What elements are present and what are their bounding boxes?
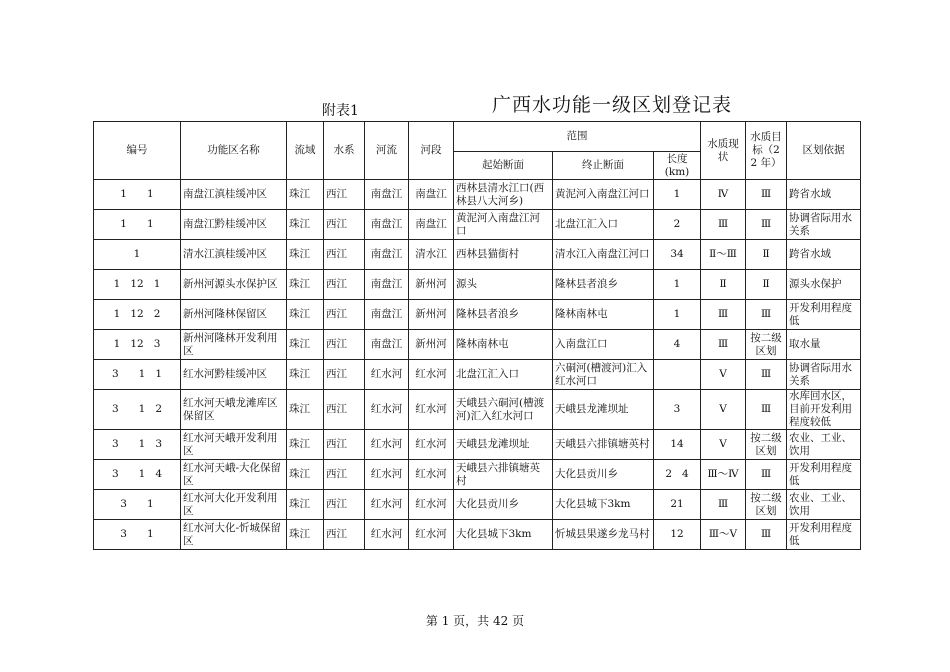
cell-section: 红水河 [409,520,454,550]
cell-system: 西江 [324,360,365,390]
cell-section: 南盘江 [409,210,454,240]
cell-system: 西江 [324,270,365,300]
cell-basis: 跨省水域 [787,180,861,210]
cell-end: 大化县城下3km [553,490,654,520]
cell-start: 隆林南林屯 [454,330,553,360]
cell-name: 红水河黔桂缓冲区 [181,360,287,390]
cell-system: 西江 [324,240,365,270]
header-code: 编号 [94,122,181,180]
cell-river: 南盘江 [365,330,409,360]
cell-end: 天峨县龙滩坝址 [553,390,654,430]
header-section: 河段 [409,122,454,180]
table-row [94,300,861,330]
table-row [94,360,861,390]
header-range: 范围 [454,122,701,152]
cell-section: 红水河 [409,490,454,520]
header-length: 长度(km) [654,152,701,180]
page-title: 广西水功能一级区划登记表 [492,94,733,116]
cell-basin: 珠江 [287,180,324,210]
appendix-label: 附表1 [322,103,359,119]
cell-status: Ⅳ [701,180,746,210]
cell-start: 黄泥河入南盘江河口 [454,210,553,240]
cell-section: 新州河 [409,270,454,300]
cell-system: 西江 [324,210,365,240]
cell-status: Ⅲ～Ⅴ [701,520,746,550]
cell-section: 红水河 [409,390,454,430]
cell-river: 红水河 [365,390,409,430]
registration-table [93,121,861,550]
cell-start: 天峨县龙滩坝址 [454,430,553,460]
table-row [94,210,861,240]
cell-river: 红水河 [365,520,409,550]
table-row [94,520,861,550]
cell-basin: 珠江 [287,460,324,490]
cell-basin: 珠江 [287,520,324,550]
cell-length [654,360,701,390]
cell-system: 西江 [324,490,365,520]
header-end: 终止断面 [553,152,654,180]
cell-status: Ⅴ [701,390,746,430]
cell-name: 红水河天峨-大化保留区 [181,460,287,490]
cell-status: Ⅲ [701,490,746,520]
cell-name: 新州河源头水保护区 [181,270,287,300]
cell-name: 红水河大化开发利用区 [181,490,287,520]
table-body [94,180,861,550]
cell-end: 入南盘江口 [553,330,654,360]
cell-name: 新州河隆林保留区 [181,300,287,330]
table-row [94,180,861,210]
cell-target: Ⅲ [746,360,787,390]
cell-end: 大化县贡川乡 [553,460,654,490]
cell-length: 14 [654,430,701,460]
table-row [94,330,861,360]
cell-status: Ⅴ [701,360,746,390]
cell-length: 12 [654,520,701,550]
header-system: 水系 [324,122,365,180]
cell-river: 南盘江 [365,240,409,270]
header-target: 水质目标（2 2 年） [746,122,787,180]
cell-target: 按二级区划 [746,430,787,460]
header-name: 功能区名称 [181,122,287,180]
cell-code: 1 1 [94,180,181,210]
cell-river: 南盘江 [365,270,409,300]
cell-basin: 珠江 [287,330,324,360]
cell-length: 34 [654,240,701,270]
cell-basin: 珠江 [287,300,324,330]
cell-start: 西林县猫街村 [454,240,553,270]
cell-river: 南盘江 [365,180,409,210]
cell-system: 西江 [324,390,365,430]
cell-name: 清水江滇桂缓冲区 [181,240,287,270]
cell-start: 天峨县六排镇塘英村 [454,460,553,490]
cell-system: 西江 [324,330,365,360]
cell-length: 1 [654,270,701,300]
cell-status: Ⅲ [701,300,746,330]
cell-basis: 开发利用程度低 [787,520,861,550]
header-basis: 区划依据 [787,122,861,180]
cell-river: 红水河 [365,430,409,460]
cell-status: Ⅲ [701,210,746,240]
cell-code: 3 1 3 [94,430,181,460]
cell-code: 1 [94,240,181,270]
cell-system: 西江 [324,520,365,550]
cell-target: Ⅲ [746,390,787,430]
cell-basis: 农业、工业、饮用 [787,490,861,520]
cell-name: 新州河隆林开发利用区 [181,330,287,360]
cell-end: 清水江入南盘江河口 [553,240,654,270]
cell-basis: 源头水保护 [787,270,861,300]
cell-name: 红水河天峨龙滩库区保留区 [181,390,287,430]
cell-length: 21 [654,490,701,520]
cell-river: 红水河 [365,460,409,490]
cell-river: 南盘江 [365,300,409,330]
cell-basin: 珠江 [287,210,324,240]
cell-length: 1 [654,300,701,330]
cell-target: Ⅲ [746,180,787,210]
cell-start: 隆林县者浪乡 [454,300,553,330]
cell-name: 南盘江黔桂缓冲区 [181,210,287,240]
cell-length: 2 [654,210,701,240]
cell-end: 北盘江汇入口 [553,210,654,240]
cell-name: 南盘江滇桂缓冲区 [181,180,287,210]
cell-basin: 珠江 [287,430,324,460]
cell-target: 按二级区划 [746,490,787,520]
cell-system: 西江 [324,460,365,490]
cell-section: 南盘江 [409,180,454,210]
cell-end: 隆林县者浪乡 [553,270,654,300]
cell-system: 西江 [324,300,365,330]
header-status: 水质现状 [701,122,746,180]
cell-basin: 珠江 [287,360,324,390]
table-row [94,270,861,300]
cell-basis: 协调省际用水关系 [787,360,861,390]
cell-name: 红水河大化-忻城保留区 [181,520,287,550]
cell-status: Ⅲ～Ⅳ [701,460,746,490]
cell-section: 红水河 [409,360,454,390]
cell-length: 1 [654,180,701,210]
cell-code: 3 1 [94,490,181,520]
cell-status: Ⅲ [701,330,746,360]
cell-target: Ⅲ [746,460,787,490]
cell-river: 南盘江 [365,210,409,240]
cell-end: 忻城县果遂乡龙马村 [553,520,654,550]
cell-target: Ⅲ [746,520,787,550]
cell-end: 隆林南林屯 [553,300,654,330]
cell-length: 2 4 [654,460,701,490]
cell-basis: 协调省际用水关系 [787,210,861,240]
cell-length: 4 [654,330,701,360]
table-row [94,390,861,430]
table-row [94,240,861,270]
cell-start: 天峨县六硐河(槽渡河)汇入红水河口 [454,390,553,430]
cell-basis: 农业、工业、饮用 [787,430,861,460]
table-row [94,490,861,520]
cell-code: 1 1 [94,210,181,240]
cell-section: 清水江 [409,240,454,270]
cell-status: Ⅱ [701,270,746,300]
cell-start: 源头 [454,270,553,300]
cell-basin: 珠江 [287,390,324,430]
cell-target: Ⅱ [746,270,787,300]
header-start: 起始断面 [454,152,553,180]
cell-code: 3 1 1 [94,360,181,390]
cell-target: Ⅲ [746,210,787,240]
cell-status: Ⅴ [701,430,746,460]
header-river: 河流 [365,122,409,180]
cell-basin: 珠江 [287,270,324,300]
cell-system: 西江 [324,430,365,460]
cell-code: 1 12 2 [94,300,181,330]
cell-length: 3 [654,390,701,430]
table-header [94,122,861,180]
cell-river: 红水河 [365,490,409,520]
cell-section: 新州河 [409,300,454,330]
page-footer: 第 1 页，共 42 页 [425,614,525,628]
cell-start: 大化县城下3km [454,520,553,550]
cell-code: 3 1 4 [94,460,181,490]
cell-code: 1 12 3 [94,330,181,360]
cell-section: 红水河 [409,460,454,490]
cell-system: 西江 [324,180,365,210]
cell-code: 3 1 [94,520,181,550]
cell-code: 1 12 1 [94,270,181,300]
cell-code: 3 1 2 [94,390,181,430]
cell-name: 红水河天峨开发利用区 [181,430,287,460]
cell-basin: 珠江 [287,240,324,270]
cell-basin: 珠江 [287,490,324,520]
cell-target: Ⅱ [746,240,787,270]
cell-status: Ⅱ～Ⅲ [701,240,746,270]
cell-section: 新州河 [409,330,454,360]
header-basin: 流域 [287,122,324,180]
cell-target: Ⅲ [746,300,787,330]
cell-basis: 取水量 [787,330,861,360]
cell-river: 红水河 [365,360,409,390]
table-row [94,430,861,460]
cell-end: 天峨县六排镇塘英村 [553,430,654,460]
table-row [94,460,861,490]
cell-end: 黄泥河入南盘江河口 [553,180,654,210]
cell-basis: 跨省水域 [787,240,861,270]
cell-basis: 开发利用程度低 [787,300,861,330]
cell-start: 北盘江汇入口 [454,360,553,390]
cell-basis: 开发利用程度低 [787,460,861,490]
cell-start: 西林县清水江口(西林县八大河乡) [454,180,553,210]
cell-target: 按二级区划 [746,330,787,360]
cell-start: 大化县贡川乡 [454,490,553,520]
cell-basis: 水库回水区，目前开发利用程度较低 [787,390,861,430]
cell-section: 红水河 [409,430,454,460]
cell-end: 六硐河(槽渡河)汇入红水河口 [553,360,654,390]
